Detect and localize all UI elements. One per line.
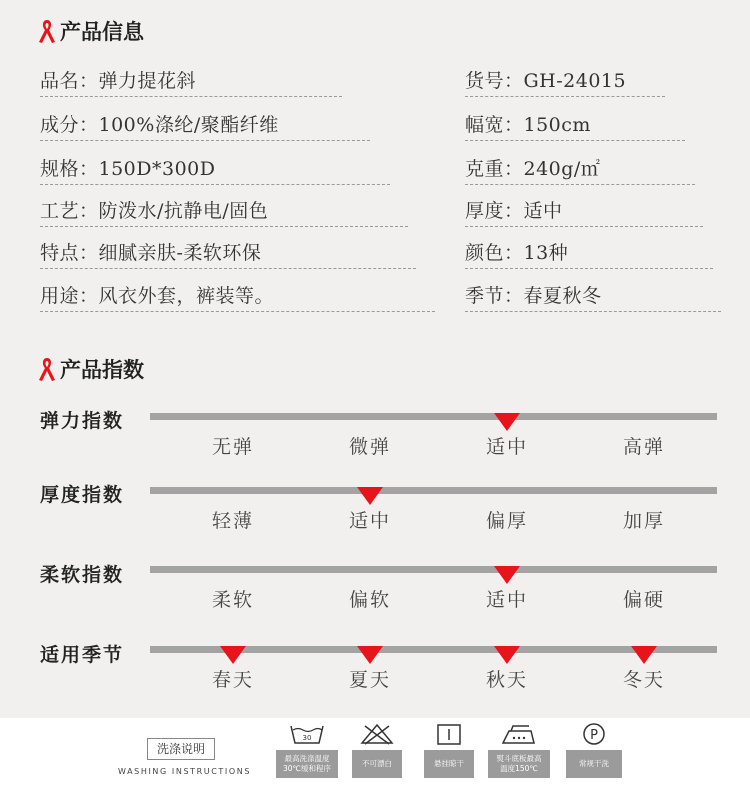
washing-subtitle: WASHING INSTRUCTIONS — [118, 767, 252, 776]
product-info-title-text: 产品信息 — [60, 20, 144, 44]
product-index-title — [38, 354, 144, 384]
hang-dry-icon — [431, 722, 467, 746]
wash-30-icon — [289, 722, 325, 746]
care-label-line: 30℃缓和程序 — [283, 764, 331, 773]
scale-option: 轻薄 — [211, 510, 254, 532]
scale-option: 加厚 — [622, 510, 665, 532]
scale-option: 适中 — [348, 510, 391, 532]
product-index-title-text: 产品指数 — [60, 358, 144, 382]
red-ribbon-icon — [38, 18, 56, 44]
care-item-wash — [276, 722, 338, 778]
care-label-line: 最高洗涤温度 — [284, 754, 330, 763]
info-product-name: 品名：弹力提花斜 — [40, 66, 342, 97]
scale-bar — [150, 413, 717, 420]
scale-option: 高弹 — [622, 436, 665, 458]
info-features: 特点：细腻亲肤-柔软环保 — [40, 238, 416, 269]
info-weight: 克重：240g/㎡ — [465, 154, 695, 185]
scale-option: 微弹 — [348, 436, 391, 458]
scale-option: 春天 — [211, 669, 254, 691]
care-label-line: 温度150℃ — [500, 764, 538, 773]
info-season: 季节：春夏秋冬 — [465, 281, 721, 312]
info-spec: 规格：150D*300D — [40, 154, 390, 185]
iron-150-icon — [499, 722, 539, 746]
scale-option: 冬天 — [622, 669, 665, 691]
info-process: 工艺：防泼水/抗静电/固色 — [40, 196, 408, 227]
selected-marker — [357, 487, 383, 505]
info-thickness: 厚度：适中 — [465, 196, 703, 227]
care-label — [566, 750, 622, 778]
care-label — [488, 750, 550, 778]
dry-clean-letter: P — [590, 728, 598, 743]
care-label — [276, 750, 338, 778]
care-label-line: 熨斗底板最高 — [496, 754, 542, 763]
care-item-iron — [488, 722, 550, 778]
info-item-number: 货号：GH-24015 — [465, 66, 665, 97]
care-item-dryclean — [566, 722, 622, 778]
selected-marker — [357, 646, 383, 664]
care-item-bleach — [352, 722, 402, 778]
selected-marker — [631, 646, 657, 664]
care-label-line: 悬挂晾干 — [434, 759, 464, 768]
info-width: 幅宽：150cm — [465, 110, 685, 141]
selected-marker — [494, 413, 520, 431]
dry-clean-p-icon — [576, 722, 612, 746]
scale-bar — [150, 487, 717, 494]
scale-option: 适中 — [485, 589, 528, 611]
scale-option: 偏硬 — [622, 589, 665, 611]
care-label — [352, 750, 402, 778]
scale-option: 秋天 — [485, 669, 528, 691]
scale-bar — [150, 566, 717, 573]
scale-label: 弹力指数 — [40, 410, 125, 432]
info-composition: 成分：100%涤纶/聚酯纤维 — [40, 110, 370, 141]
scale-option: 适中 — [485, 436, 528, 458]
scale-label: 适用季节 — [40, 644, 125, 666]
selected-marker — [220, 646, 246, 664]
wash-temp-text: 30 — [302, 734, 312, 742]
care-label-line: 不可漂白 — [362, 759, 392, 768]
care-label-line: 常规干洗 — [579, 759, 609, 768]
scale-label: 厚度指数 — [40, 484, 125, 506]
product-info-title — [38, 16, 144, 46]
care-label — [424, 750, 474, 778]
washing-title: 洗涤说明 — [147, 738, 215, 760]
selected-marker — [494, 646, 520, 664]
scale-option: 柔软 — [211, 589, 254, 611]
info-colors: 颜色：13种 — [465, 238, 713, 269]
scale-option: 夏天 — [348, 669, 391, 691]
scale-label: 柔软指数 — [40, 564, 125, 586]
washing-instructions — [0, 718, 750, 802]
no-bleach-icon — [359, 722, 395, 746]
care-item-dry — [424, 722, 474, 778]
scale-option: 偏软 — [348, 589, 391, 611]
info-usage: 用途：风衣外套，裤装等。 — [40, 281, 435, 312]
scale-option: 偏厚 — [485, 510, 528, 532]
red-ribbon-icon — [38, 356, 56, 382]
selected-marker — [494, 566, 520, 584]
scale-option: 无弹 — [211, 436, 254, 458]
